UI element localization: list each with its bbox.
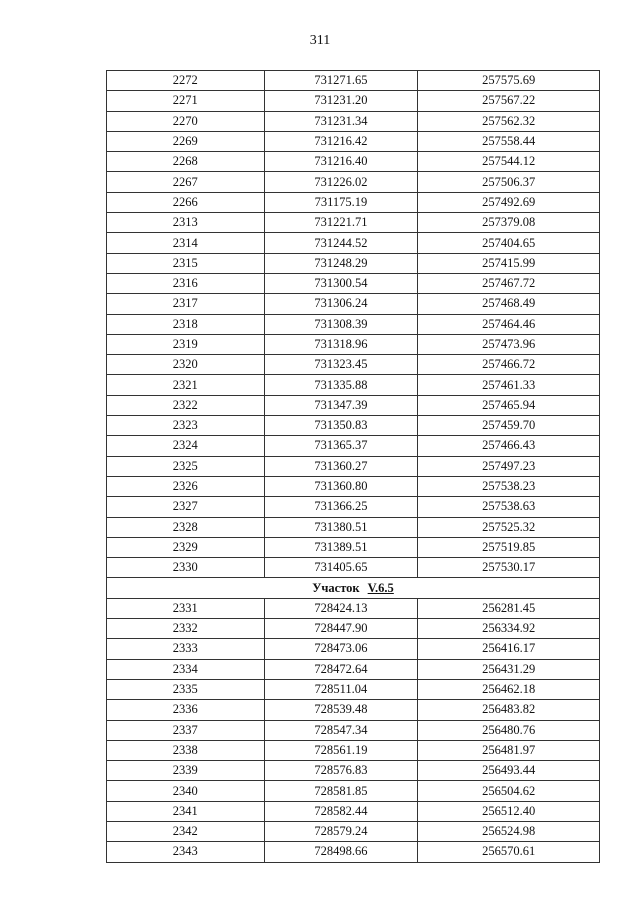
point-number-cell: 2339	[107, 761, 265, 781]
point-number-cell: 2266	[107, 192, 265, 212]
point-number-cell: 2322	[107, 395, 265, 415]
x-coordinate-cell: 728472.64	[264, 659, 418, 679]
y-coordinate-cell: 256462.18	[418, 679, 600, 699]
y-coordinate-cell: 257492.69	[418, 192, 600, 212]
y-coordinate-cell: 257404.65	[418, 233, 600, 253]
point-number-cell: 2317	[107, 294, 265, 314]
y-coordinate-cell: 257459.70	[418, 416, 600, 436]
point-number-cell: 2342	[107, 821, 265, 841]
x-coordinate-cell: 731306.24	[264, 294, 418, 314]
point-number-cell: 2333	[107, 639, 265, 659]
x-coordinate-cell: 731221.71	[264, 213, 418, 233]
y-coordinate-cell: 257544.12	[418, 152, 600, 172]
table-row	[107, 700, 600, 720]
y-coordinate-cell: 257466.43	[418, 436, 600, 456]
table-row	[107, 375, 600, 395]
page-number: 311	[309, 33, 331, 48]
y-coordinate-cell: 257465.94	[418, 395, 600, 415]
y-coordinate-cell: 256480.76	[418, 720, 600, 740]
table-row	[107, 558, 600, 578]
table-section-before	[107, 71, 600, 578]
y-coordinate-cell: 256493.44	[418, 761, 600, 781]
table-row	[107, 619, 600, 639]
y-coordinate-cell: 257473.96	[418, 334, 600, 354]
table-row	[107, 294, 600, 314]
table-row	[107, 740, 600, 760]
table-row	[107, 314, 600, 334]
table-row	[107, 517, 600, 537]
table-row	[107, 821, 600, 841]
section-code: V.6.5	[367, 580, 394, 595]
point-number-cell: 2326	[107, 476, 265, 496]
table-section-after	[107, 598, 600, 862]
table-row	[107, 679, 600, 699]
y-coordinate-cell: 256483.82	[418, 700, 600, 720]
x-coordinate-cell: 731323.45	[264, 355, 418, 375]
table-row	[107, 476, 600, 496]
point-number-cell: 2336	[107, 700, 265, 720]
x-coordinate-cell: 728539.48	[264, 700, 418, 720]
x-coordinate-cell: 731366.25	[264, 497, 418, 517]
y-coordinate-cell: 257461.33	[418, 375, 600, 395]
point-number-cell: 2315	[107, 253, 265, 273]
table-row	[107, 639, 600, 659]
table-row	[107, 416, 600, 436]
x-coordinate-cell: 731231.20	[264, 91, 418, 111]
y-coordinate-cell: 257562.32	[418, 111, 600, 131]
point-number-cell: 2334	[107, 659, 265, 679]
y-coordinate-cell: 257530.17	[418, 558, 600, 578]
point-number-cell: 2324	[107, 436, 265, 456]
point-number-cell: 2319	[107, 334, 265, 354]
x-coordinate-cell: 728447.90	[264, 619, 418, 639]
point-number-cell: 2272	[107, 71, 265, 91]
x-coordinate-cell: 731248.29	[264, 253, 418, 273]
table-row	[107, 71, 600, 91]
table-row	[107, 436, 600, 456]
table-row	[107, 213, 600, 233]
x-coordinate-cell: 731244.52	[264, 233, 418, 253]
point-number-cell: 2337	[107, 720, 265, 740]
table-row	[107, 395, 600, 415]
y-coordinate-cell: 257525.32	[418, 517, 600, 537]
table-row	[107, 842, 600, 862]
x-coordinate-cell: 731389.51	[264, 537, 418, 557]
table-row	[107, 152, 600, 172]
x-coordinate-cell: 731335.88	[264, 375, 418, 395]
y-coordinate-cell: 256281.45	[418, 598, 600, 618]
point-number-cell: 2335	[107, 679, 265, 699]
x-coordinate-cell: 731175.19	[264, 192, 418, 212]
x-coordinate-cell: 731360.27	[264, 456, 418, 476]
table-row	[107, 334, 600, 354]
table-row	[107, 192, 600, 212]
table-row	[107, 91, 600, 111]
point-number-cell: 2331	[107, 598, 265, 618]
point-number-cell: 2341	[107, 801, 265, 821]
table-row	[107, 720, 600, 740]
y-coordinate-cell: 257538.23	[418, 476, 600, 496]
x-coordinate-cell: 728582.44	[264, 801, 418, 821]
y-coordinate-cell: 257467.72	[418, 273, 600, 293]
y-coordinate-cell: 257538.63	[418, 497, 600, 517]
x-coordinate-cell: 728424.13	[264, 598, 418, 618]
x-coordinate-cell: 731347.39	[264, 395, 418, 415]
y-coordinate-cell: 257506.37	[418, 172, 600, 192]
table-row	[107, 801, 600, 821]
x-coordinate-cell: 728473.06	[264, 639, 418, 659]
point-number-cell: 2321	[107, 375, 265, 395]
y-coordinate-cell: 257519.85	[418, 537, 600, 557]
point-number-cell: 2270	[107, 111, 265, 131]
table-row	[107, 598, 600, 618]
point-number-cell: 2338	[107, 740, 265, 760]
point-number-cell: 2320	[107, 355, 265, 375]
table-row	[107, 131, 600, 151]
x-coordinate-cell: 731365.37	[264, 436, 418, 456]
y-coordinate-cell: 256512.40	[418, 801, 600, 821]
x-coordinate-cell: 728547.34	[264, 720, 418, 740]
point-number-cell: 2267	[107, 172, 265, 192]
y-coordinate-cell: 256416.17	[418, 639, 600, 659]
point-number-cell: 2327	[107, 497, 265, 517]
point-number-cell: 2340	[107, 781, 265, 801]
x-coordinate-cell: 731231.34	[264, 111, 418, 131]
section-header-group	[107, 578, 600, 598]
point-number-cell: 2269	[107, 131, 265, 151]
y-coordinate-cell: 256334.92	[418, 619, 600, 639]
point-number-cell: 2332	[107, 619, 265, 639]
table-row	[107, 781, 600, 801]
y-coordinate-cell: 256570.61	[418, 842, 600, 862]
y-coordinate-cell: 256504.62	[418, 781, 600, 801]
table-row	[107, 761, 600, 781]
point-number-cell: 2330	[107, 558, 265, 578]
point-number-cell: 2329	[107, 537, 265, 557]
y-coordinate-cell: 256524.98	[418, 821, 600, 841]
x-coordinate-cell: 728579.24	[264, 821, 418, 841]
point-number-cell: 2268	[107, 152, 265, 172]
x-coordinate-cell: 731318.96	[264, 334, 418, 354]
x-coordinate-cell: 731271.65	[264, 71, 418, 91]
y-coordinate-cell: 257464.46	[418, 314, 600, 334]
table-row	[107, 111, 600, 131]
x-coordinate-cell: 731405.65	[264, 558, 418, 578]
table-row	[107, 355, 600, 375]
table-row	[107, 273, 600, 293]
y-coordinate-cell: 256481.97	[418, 740, 600, 760]
x-coordinate-cell: 728561.19	[264, 740, 418, 760]
y-coordinate-cell: 257415.99	[418, 253, 600, 273]
y-coordinate-cell: 257558.44	[418, 131, 600, 151]
table-row	[107, 253, 600, 273]
x-coordinate-cell: 728511.04	[264, 679, 418, 699]
coordinates-table	[106, 70, 600, 863]
y-coordinate-cell: 257497.23	[418, 456, 600, 476]
y-coordinate-cell: 256431.29	[418, 659, 600, 679]
y-coordinate-cell: 257575.69	[418, 71, 600, 91]
point-number-cell: 2325	[107, 456, 265, 476]
x-coordinate-cell: 731300.54	[264, 273, 418, 293]
y-coordinate-cell: 257379.08	[418, 213, 600, 233]
x-coordinate-cell: 731216.40	[264, 152, 418, 172]
point-number-cell: 2328	[107, 517, 265, 537]
x-coordinate-cell: 731216.42	[264, 131, 418, 151]
table-row	[107, 497, 600, 517]
x-coordinate-cell: 731380.51	[264, 517, 418, 537]
x-coordinate-cell: 731308.39	[264, 314, 418, 334]
point-number-cell: 2318	[107, 314, 265, 334]
x-coordinate-cell: 731360.80	[264, 476, 418, 496]
point-number-cell: 2314	[107, 233, 265, 253]
section-title	[107, 578, 600, 598]
table-row	[107, 172, 600, 192]
section-label: Участок	[312, 580, 360, 595]
point-number-cell: 2316	[107, 273, 265, 293]
table-row	[107, 659, 600, 679]
y-coordinate-cell: 257466.72	[418, 355, 600, 375]
y-coordinate-cell: 257567.22	[418, 91, 600, 111]
point-number-cell: 2271	[107, 91, 265, 111]
x-coordinate-cell: 731226.02	[264, 172, 418, 192]
x-coordinate-cell: 728581.85	[264, 781, 418, 801]
table-row	[107, 456, 600, 476]
x-coordinate-cell: 728576.83	[264, 761, 418, 781]
table-row	[107, 537, 600, 557]
point-number-cell: 2323	[107, 416, 265, 436]
table-row	[107, 233, 600, 253]
point-number-cell: 2343	[107, 842, 265, 862]
x-coordinate-cell: 731350.83	[264, 416, 418, 436]
y-coordinate-cell: 257468.49	[418, 294, 600, 314]
point-number-cell: 2313	[107, 213, 265, 233]
section-header-row	[107, 578, 600, 598]
x-coordinate-cell: 728498.66	[264, 842, 418, 862]
